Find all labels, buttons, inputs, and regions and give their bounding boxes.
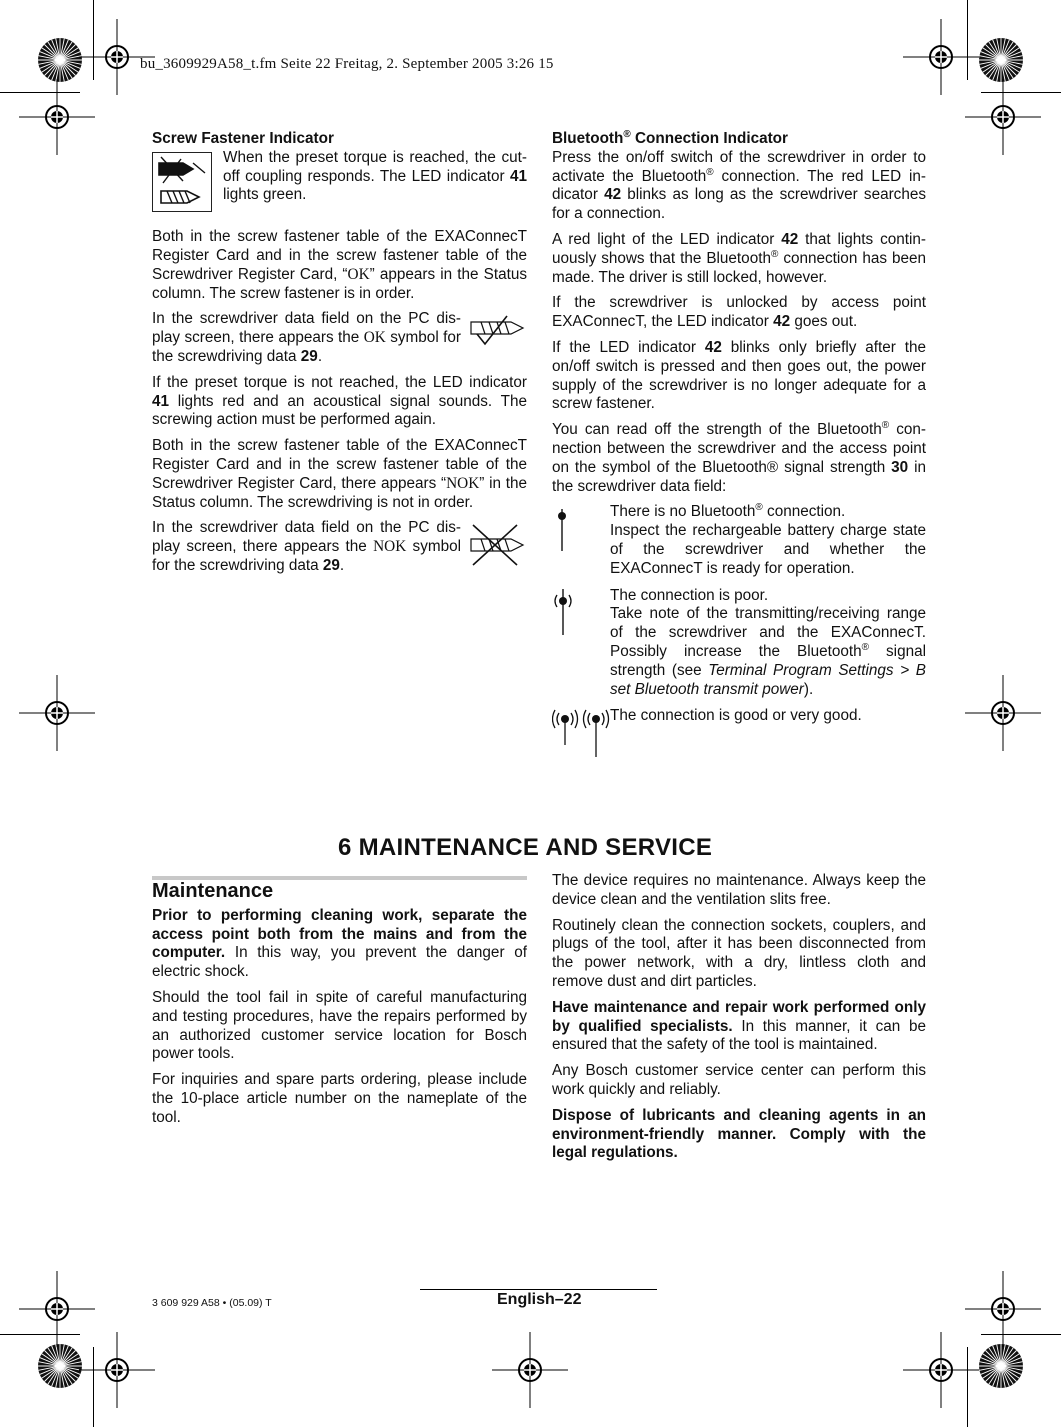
- signal-none-a: There is no Bluetooth: [610, 503, 756, 521]
- maint-p1-rest: In this way, you prevent the danger of electric shock.: [152, 944, 527, 981]
- fastener-p1-end: lights green.: [223, 186, 307, 204]
- bt-p2-num: 42: [781, 230, 799, 248]
- maint-r3-rest: In this manner, it can be ensured that the safety of the tool is maintained.: [552, 1017, 926, 1054]
- signal-poor-d: ).: [803, 680, 814, 698]
- fastener-p5b: ” in the Status column. The screwdriving is not in order.: [152, 474, 528, 511]
- nok-symbol-text: NOK: [373, 538, 407, 556]
- fastener-p6b: symbol for the screwdriving data: [152, 538, 461, 574]
- bt-p4-num: 42: [704, 338, 722, 356]
- fastener-p5a: Both in the screw fastener table of the EXAConnecT Register Card and in the screw fastener table of the Screwdriver Register Card, there appears “: [152, 437, 527, 492]
- maintenance-heading: Maintenance: [152, 880, 274, 902]
- bt-p3-num: 42: [773, 313, 791, 331]
- nok-text: NOK: [446, 474, 480, 492]
- maintenance-right: [552, 872, 926, 1170]
- signal-poor-row: [552, 587, 926, 700]
- bluetooth-title: [552, 130, 926, 149]
- bt-p2a: A red light of the LED indicator: [552, 230, 782, 248]
- signal-none-icon: [552, 507, 592, 557]
- signal-none-c: Inspect the rechargeable battery charge state of the screwdriver and whether the EXAConnecT is ready for operation.: [610, 522, 926, 577]
- signal-poor-icon: [552, 587, 592, 641]
- reg-mark: ®: [623, 128, 631, 140]
- fastener-p2b: ” appears in the Status column. The screw fastener is in order.: [152, 265, 527, 302]
- signal-none-b: connection.: [762, 503, 846, 521]
- signal-poor-ital: Terminal Program Settings > B set Bluetooth transmit power: [610, 661, 926, 698]
- signal-good-icon: [552, 705, 612, 759]
- fastener-p1: When the preset torque is reached, the cut-off coupling responds. The LED indicator: [223, 148, 527, 185]
- nok-screw-icon: [467, 523, 527, 567]
- screw-fastener-title: Screw Fastener Indicator: [152, 130, 334, 147]
- fastener-p6-end: .: [339, 556, 345, 574]
- fastener-p3a: In the screwdriver data field on the PC display screen, there appears the: [152, 310, 461, 347]
- maint-p2: Should the tool fail in spite of careful manufacturing and testing procedures, have the repairs performed by an authorized customer service location for Bosch power tools.: [152, 988, 527, 1063]
- fastener-p2a: Both in the screw fastener table of the EXAConnecT Register Card and in the screw fastener table of the Screwdriver Register Card, “: [152, 228, 527, 283]
- signal-good-text: The connection is good or very good.: [610, 707, 862, 725]
- maint-p3: For inquiries and spare parts ordering, please include the 10-place article number on the nameplate of the tool.: [152, 1071, 527, 1126]
- bt-p3b: goes out.: [790, 313, 858, 331]
- maint-r3-bold: Have maintenance and repair work performed only by qualified specialists.: [552, 998, 926, 1035]
- ok-text: OK: [347, 265, 370, 283]
- reg-mark: ®: [755, 502, 763, 514]
- right-column: [552, 130, 926, 734]
- bt-p1b: connection. The red LED indicator: [552, 167, 926, 204]
- fastener-p4-num: 41: [152, 392, 170, 410]
- maint-p1-bold: Prior to performing cleaning work, separate the access point both from the mains and from the computer.: [152, 906, 527, 962]
- footer-code: 3 609 929 A58 • (05.09) T: [152, 1297, 272, 1309]
- left-column: [152, 130, 527, 583]
- led-indicator-icon: [152, 152, 212, 212]
- page-number: English–22: [497, 1291, 582, 1308]
- maint-r4: Any Bosch customer service center can perform this work quickly and reliably.: [552, 1062, 926, 1098]
- chapter-title: 6 MAINTENANCE AND SERVICE: [338, 834, 713, 861]
- ok-symbol-text: OK: [363, 329, 386, 347]
- signal-poor-a: The connection is poor.: [610, 586, 769, 604]
- reg-mark: ®: [706, 166, 714, 178]
- ok-screw-icon: [467, 314, 527, 346]
- bluetooth-title-a: Bluetooth: [552, 130, 624, 147]
- bt-p4b: blinks only briefly after the on/off switch is pressed and then goes out, the power supply of the screwdriver is no longer adequate for a screw fastener.: [552, 338, 926, 413]
- bt-p5c: in the screwdriver data field:: [552, 458, 927, 495]
- reg-mark: ®: [861, 641, 870, 653]
- fastener-p4-start: If the preset torque is not reached, the LED indicator: [152, 373, 527, 391]
- fastener-p6a: In the screwdriver data field on the PC display screen, there appears the: [152, 519, 461, 556]
- fastener-p1-num: 41: [509, 167, 527, 185]
- reg-mark: ®: [881, 420, 890, 432]
- signal-poor-c: signal strength (see: [610, 642, 927, 679]
- bt-p5a: You can read off the strength of the Bluetooth: [552, 421, 882, 439]
- fastener-p3-num: 29: [300, 347, 318, 365]
- bt-p1-num: 42: [604, 186, 622, 204]
- file-slug: bu_3609929A58_t.fm Seite 22 Freitag, 2. September 2005 3:26 15: [140, 56, 554, 72]
- fastener-p3b: symbol for the screwdriving data: [152, 329, 461, 365]
- maintenance-left: [152, 876, 527, 1135]
- signal-none-row: [552, 503, 926, 578]
- bt-p3a: If the screwdriver is unlocked by access point EXAConnecT, the LED indicator: [552, 294, 926, 331]
- bluetooth-title-b: Connection Indicator: [630, 130, 788, 147]
- bt-p2b: that lights continuously shows that the Bluetooth: [552, 230, 926, 267]
- bt-p4a: If the LED indicator: [552, 338, 705, 356]
- maint-r5: Dispose of lubricants and cleaning agents in an environment-friendly manner. Comply with the legal regulations.: [552, 1106, 926, 1162]
- fastener-p4-end: lights red and an acoustical signal sounds. The screwing action must be performed again.: [152, 392, 527, 429]
- maint-r1: The device requires no maintenance. Always keep the device clean and the ventilation slits free.: [552, 872, 926, 908]
- signal-poor-b: Take note of the transmitting/receiving range of the screwdriver and the EXAConnecT. Possibly increase the Bluetooth: [610, 605, 926, 660]
- bt-p2c: connection has been made. The driver is still locked, however.: [552, 249, 926, 286]
- signal-good-row: [552, 707, 926, 726]
- fastener-p6-num: 29: [322, 556, 340, 574]
- bt-p5-num: 30: [891, 458, 909, 476]
- maint-r2: Routinely clean the connection sockets, couplers, and plugs of the tool, after it has been disconnected from the power network, with a dry, lintless cloth and remove dust and dirt particles.: [552, 916, 926, 990]
- reg-mark: ®: [770, 248, 779, 260]
- footer-rule: [420, 1289, 657, 1290]
- bt-p1c: blinks as long as the screwdriver searches for a connection.: [552, 186, 926, 223]
- fastener-p3-end: .: [317, 347, 323, 365]
- bt-p5b: connection between the screwdriver and the access point on the symbol of the Bluetooth® signal strength: [552, 421, 926, 476]
- bt-p1a: Press the on/off switch of the screwdriver in order to activate the Bluetooth: [552, 148, 926, 185]
